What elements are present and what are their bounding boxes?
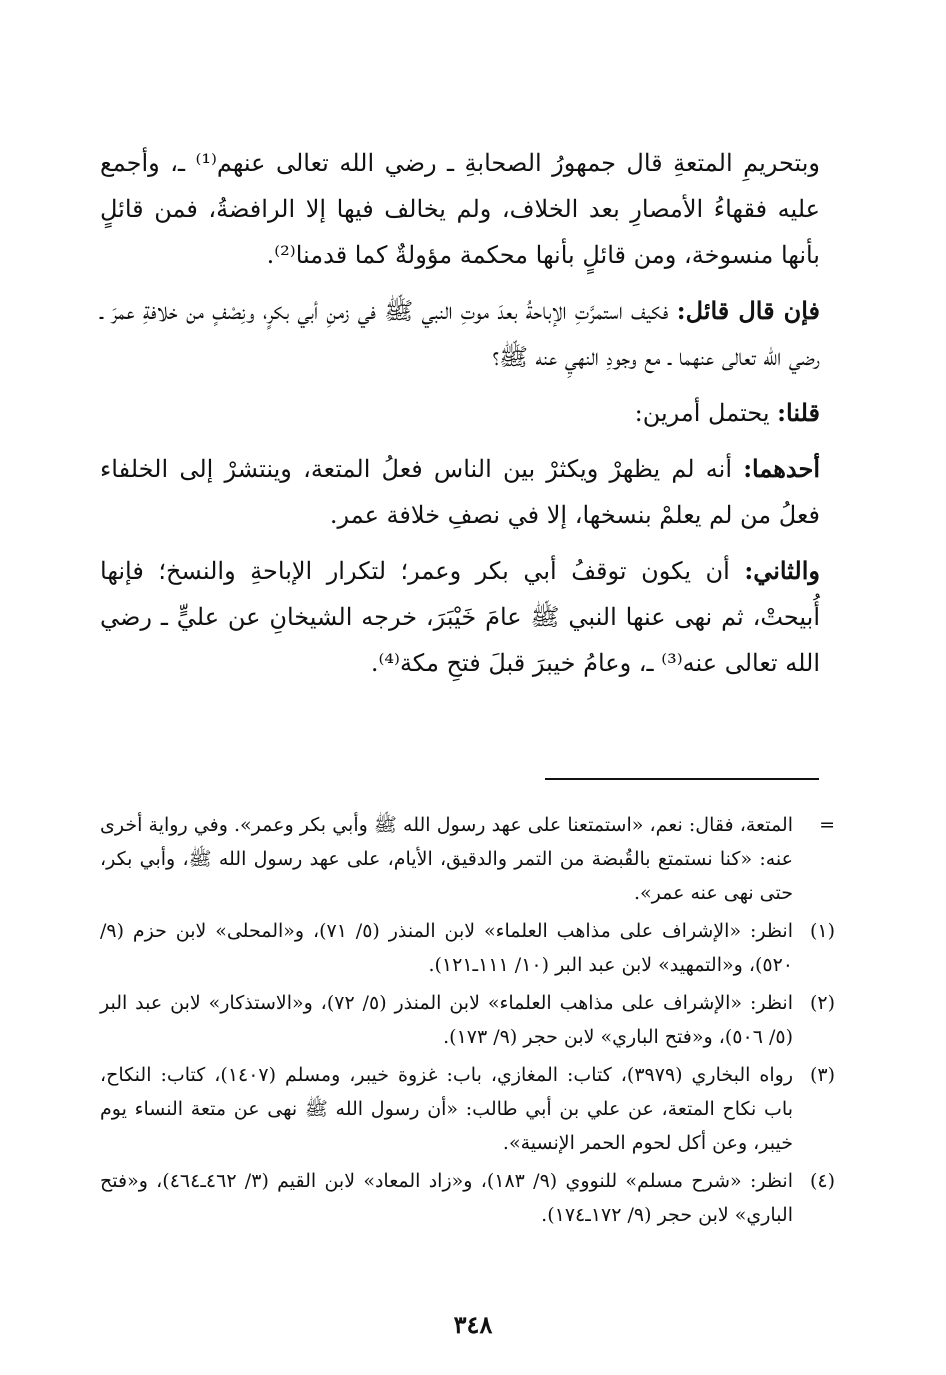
footnote-number: (٤)	[809, 1170, 835, 1192]
footnote-4	[100, 1164, 835, 1232]
footnote-2	[100, 986, 835, 1054]
paragraph-2-lead: فإن قال قائل:	[676, 296, 821, 325]
paragraph-3	[100, 390, 820, 436]
footnote-continuation	[100, 808, 835, 910]
footnote-number: (١)	[809, 920, 835, 942]
paragraph-1-text: وبتحريمِ المتعةِ قال جمهورُ الصحابةِ ـ رضي الله تعالى عنهم⁽¹⁾ ـ، وأجمع عليه فقهاءُ الأمصارِ بعد الخلاف، ولم يخالف فيها إلا الرافضةُ، فمن قائلٍ بأنها منسوخة، ومن قائلٍ بأنها محكمة مؤولةٌ كما قدمنا⁽²⁾.	[100, 149, 821, 269]
footnote-text: انظر: «الإشراف على مذاهب العلماء» لابن المنذر (٥/ ٧١)، و«المحلى» لابن حزم (٩/ ٥٢٠)، و«التمهيد» لابن عبد البر (١٠/ ١١١ـ١٢١).	[100, 920, 793, 976]
footnote-number: =	[819, 814, 835, 836]
footnote-text: المتعة، فقال: نعم، «استمتعنا على عهد رسول الله ﷺ وأبي بكر وعمر». وفي رواية أخرى عنه: «كنا نستمتع بالقُبضة من التمر والدقيق، الأيام، على عهد رسول الله ﷺ، وأبي بكر، حتى نهى عنه عمر».	[100, 814, 793, 904]
footnote-3	[100, 1058, 835, 1160]
paragraph-3-lead: قلنا:	[777, 398, 820, 427]
paragraph-1	[100, 140, 820, 278]
footnote-text: رواه البخاري (٣٩٧٩)، كتاب: المغازي، باب: غزوة خيبر، ومسلم (١٤٠٧)، كتاب: النكاح، باب نكاح المتعة، عن علي بن أبي طالب: «أن رسول الله ﷺ نهى عن متعة النساء يوم خيبر، وعن أكل لحوم الحمر الإنسية».	[100, 1064, 793, 1154]
footnote-number: (٣)	[809, 1064, 835, 1086]
paragraph-5-text: أن يكون توقفُ أبي بكر وعمر؛ لتكرار الإباحةِ والنسخ؛ فإنها أُبيحتْ، ثم نهى عنها النبي ﷺ عامَ خَيْبَرَ، خرجه الشيخانِ عن عليٍّ ـ رضي الله تعالى عنه⁽³⁾ ـ، وعامُ خيبرَ قبلَ فتحِ مكة⁽⁴⁾.	[100, 557, 820, 677]
paragraph-5-lead: والثاني:	[744, 556, 820, 585]
paragraph-2-text: فكيف استمرَّتِ الإباحةُ بعدَ موتِ النبي ﷺ في زمنِ أبي بكرٍ، ونِصْفٍ من خلافةِ عمرَ ـ رضي الله تعالى عنهما ـ مع وجودِ النهيِ عنه ﷺ؟	[100, 297, 820, 371]
footnote-number: (٢)	[809, 992, 835, 1014]
footnote-text: انظر: «شرح مسلم» للنووي (٩/ ١٨٣)، و«زاد المعاد» لابن القيم (٣/ ٤٦٢ـ٤٦٤)، و«فتح الباري» لابن حجر (٩/ ١٧٢ـ١٧٤).	[100, 1170, 793, 1226]
page-number: ٣٤٨	[453, 1310, 493, 1339]
footnotes	[100, 808, 835, 1236]
paragraph-4-lead: أحدهما:	[743, 454, 820, 483]
paragraph-2	[100, 288, 820, 380]
footnote-1	[100, 914, 835, 982]
paragraph-4-text: أنه لم يظهرْ ويكثرْ بين الناس فعلُ المتعة، وينتشرْ إلى الخلفاء فعلُ من لم يعلمْ بنسخها، إلا في نصفِ خلافة عمر.	[100, 455, 820, 529]
main-text	[100, 140, 820, 696]
paragraph-5	[100, 548, 820, 686]
footnote-separator	[545, 778, 819, 780]
paragraph-3-text: يحتمل أمرين:	[634, 399, 778, 427]
footnote-text: انظر: «الإشراف على مذاهب العلماء» لابن المنذر (٥/ ٧٢)، و«الاستذكار» لابن عبد البر (٥/ ٥٠٦)، و«فتح الباري» لابن حجر (٩/ ١٧٣).	[100, 992, 793, 1048]
paragraph-4	[100, 446, 820, 538]
